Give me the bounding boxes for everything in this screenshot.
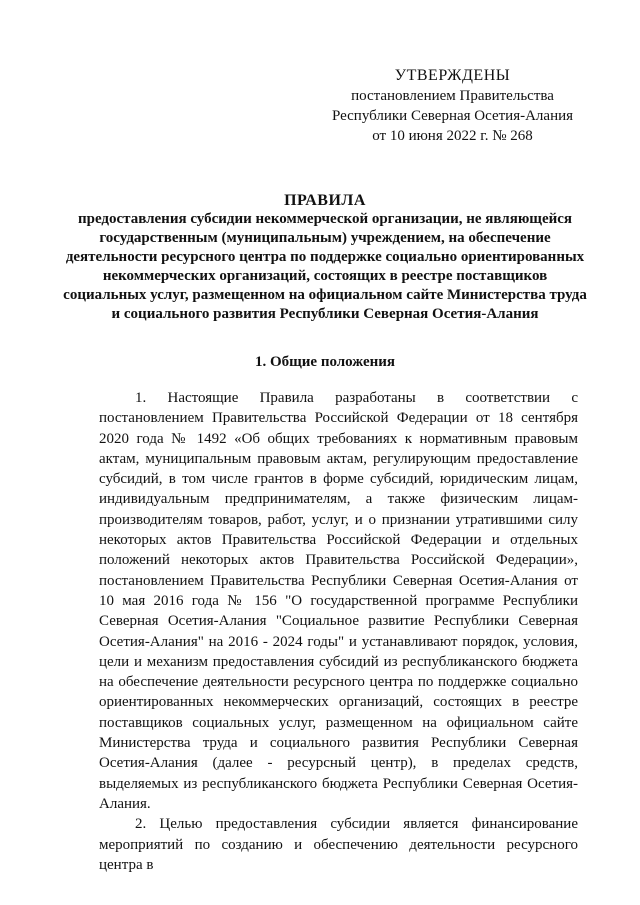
paragraph-2: 2. Целью предоставления субсидии является финансирование мероприятий по созданию и обеспечению деятельности ресурсного центра в (99, 816, 578, 873)
document-body (99, 388, 578, 875)
approval-line-republic: Республики Северная Осетия-Алания (331, 108, 574, 124)
document-subtitle: предоставления субсидии некоммерческой организации, не являющейся государственным (муниципальным) учреждением, на обеспечение деятельности ресурсного центра по поддержке социально ориентированных некоммерческих организаций, состоящих в реестре поставщиков социальных услуг, размещенном на официальном сайте Министерства труда и социального развития Республики Северная Осетия-Алания (63, 211, 587, 322)
approval-line-date-number: от 10 июня 2022 г. № 268 (372, 128, 533, 144)
approval-line-resolution: постановлением Правительства (351, 88, 554, 104)
section-heading: 1. Общие положения (254, 354, 396, 370)
approval-stamp (320, 66, 585, 146)
paragraph-1: 1. Настоящие Правила разработаны в соответствии с постановлением Правительства Российской Федерации от 18 сентября 2020 года № 1492 «Об общих требованиях к нормативным правовым актам, муниципальным правовым актам, регулирующим предоставление субсидий, в том числе грантов в форме субсидий, юридическим лицам, индивидуальным предпринимателям, а также физическим лицам-производителям товаров, работ, услуг, и о признании утратившими силу некоторых актов Правительства Российской Федерации и отдельных положений некоторых актов Правительства Российской Федерации», постановлением Правительства Республики Северная Осетия-Алания от 10 мая 2016 года № 156 "О государственной программе Республики Северная Осетия-Алания "Социальное развитие Республики Северная Осетия-Алания" на 2016 - 2024 годы" и устанавливают порядок, условия, цели и механизм предоставления субсидий из республиканского бюджета на обеспечение деятельности ресурсного центра по поддержке социально ориентированных некоммерческих организаций, состоящих в реестре поставщиков социальных услуг, размещенном на официальном сайте Министерства труда и социального развития Республики Северная Осетия-Алания (далее - ресурсный центр), в пределах средств, выделяемых из республиканского бюджета Республики Северная Осетия-Алания. (99, 390, 578, 812)
document-title-block (60, 191, 590, 324)
document-title: ПРАВИЛА (284, 192, 366, 209)
approval-heading: УТВЕРЖДЕНЫ (394, 67, 511, 84)
